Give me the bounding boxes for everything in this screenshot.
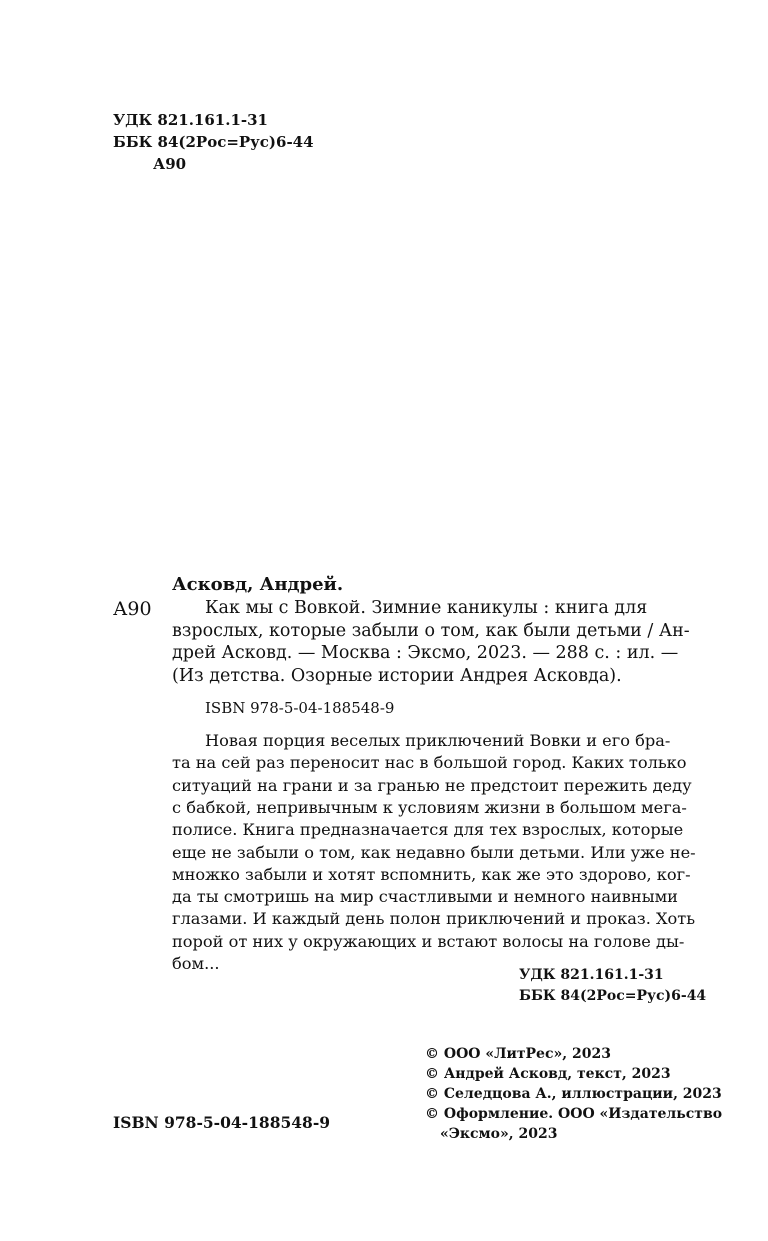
annotation-line-1: Новая порция веселых приключений Вовки и его бра- xyxy=(205,731,671,750)
annotation-line-9: глазами. И каждый день полон приключений и проказ. Хоть xyxy=(172,909,696,929)
udk-code-bottom: УДК 821.161.1-31 xyxy=(519,967,664,983)
copyright-line-2: © Андрей Асковд, текст, 2023 xyxy=(425,1066,671,1082)
bib-line-3: дрей Асковд. — Москва : Эксмо, 2023. — 288 с. : ил. — xyxy=(172,643,679,663)
annotation-line-4: с бабкой, непривычным к условиям жизни в большом мега- xyxy=(172,797,687,817)
annotation-line-6: еще не забыли о том, как недавно были детьми. Или уже не- xyxy=(172,842,696,862)
annotation-line-10: порой от них у окружающих и встают волосы на голове ды- xyxy=(172,931,685,951)
annotation-line-7: множко забыли и хотят вспомнить, как же это здорово, ког- xyxy=(172,864,691,884)
annotation-line-11: бом... xyxy=(172,954,220,973)
bib-line-1: Как мы с Вовкой. Зимние каникулы : книга для xyxy=(205,598,648,618)
annotation-line-2: та на сей раз переносит нас в большой город. Каких только xyxy=(172,753,687,773)
author-mark: А90 xyxy=(113,598,152,620)
author-mark-top: А90 xyxy=(153,155,187,173)
annotation-line-5: полисе. Книга предназначается для тех взрослых, которые xyxy=(172,820,684,840)
annotation-line-3: ситуаций на грани и за гранью не предстоит пережить деду xyxy=(172,775,692,795)
annotation-line-8: да ты смотришь на мир счастливыми и немного наивными xyxy=(172,887,678,907)
bib-line-2: взрослых, которые забыли о том, как были детьми / Ан- xyxy=(172,620,690,641)
entry-isbn: ISBN 978-5-04-188548-9 xyxy=(205,699,395,717)
copyright-line-5: «Эксмо», 2023 xyxy=(440,1126,558,1142)
copyright-line-3: © Селедцова А., иллюстрации, 2023 xyxy=(425,1086,722,1102)
bbk-code-bottom: ББК 84(2Рос=Рус)6-44 xyxy=(519,988,707,1004)
copyright-line-1: © ООО «ЛитРес», 2023 xyxy=(425,1046,611,1062)
author-heading: Асковд, Андрей. xyxy=(172,574,344,595)
bbk-code-top: ББК 84(2Рос=Рус)6-44 xyxy=(113,133,314,151)
bib-line-4: (Из детства. Озорные истории Андрея Асковда). xyxy=(172,665,622,686)
udk-code-top: УДК 821.161.1-31 xyxy=(113,111,268,129)
footer-isbn: ISBN 978-5-04-188548-9 xyxy=(113,1113,331,1132)
copyright-line-4: © Оформление. ООО «Издательство xyxy=(425,1106,723,1122)
